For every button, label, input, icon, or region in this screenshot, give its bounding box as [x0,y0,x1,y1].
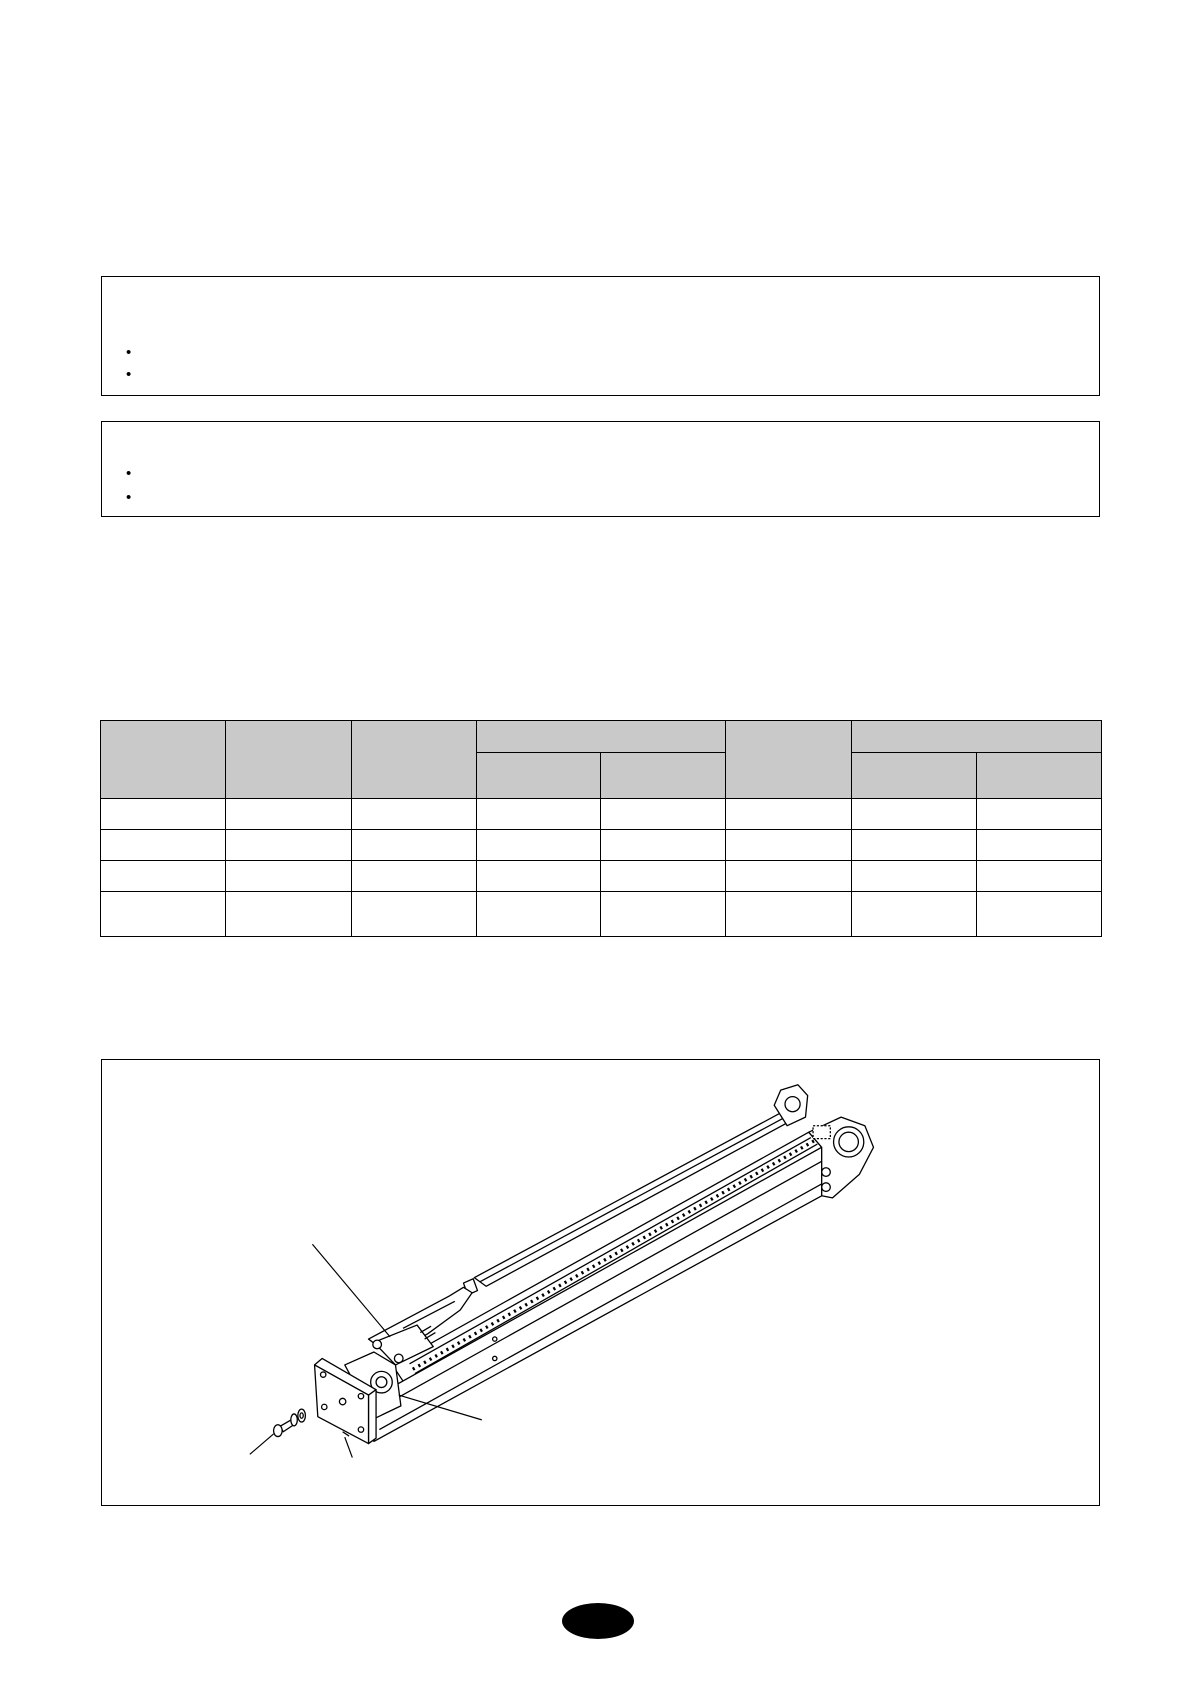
screw-icon [822,1183,831,1192]
table-subheader-cell [852,753,977,799]
table-header-row [101,721,1102,753]
washer-icon [291,1414,297,1426]
table-row [101,799,1102,830]
table-subheader-cell [601,753,726,799]
table-subheader-cell [977,753,1102,799]
table-cell [477,799,601,830]
table-cell [352,830,477,861]
table-cell [726,830,852,861]
table-cell [726,861,852,892]
screw-icon [822,1168,831,1177]
table-cell [101,830,226,861]
hole [320,1372,325,1377]
table-cell [601,830,726,861]
table-cell [977,830,1102,861]
hole [339,1398,345,1404]
table-cell [726,799,852,830]
figure-box [101,1059,1100,1506]
leader-line [345,1437,353,1457]
table-cell [977,892,1102,937]
table-header-group-cell [852,721,1102,753]
bullet-marker: • [126,366,132,383]
table-cell [226,830,352,861]
table-cell [601,861,726,892]
table-cell [101,861,226,892]
table-cell [852,892,977,937]
bullet-marker: • [126,489,132,506]
bolt-head-icon [274,1425,283,1437]
table-cell [601,892,726,937]
table-header-cell [226,721,352,799]
hole [493,1337,497,1341]
table-header-cell [726,721,852,799]
table-subheader-cell [477,753,601,799]
leader-line [312,1244,390,1337]
table-cell [601,799,726,830]
leader-line [250,1434,274,1454]
table-cell [226,861,352,892]
table-cell [101,892,226,937]
table-cell [226,799,352,830]
table-cell [852,830,977,861]
table-cell [352,799,477,830]
spec-table [100,720,1102,937]
table-cell [477,861,601,892]
bolt-icon [373,1340,382,1349]
hole [322,1404,327,1409]
hole [493,1356,497,1360]
table-cell [852,861,977,892]
bolt-icon [394,1354,403,1363]
table-cell [477,830,601,861]
linear-actuator-drawing-icon [102,1060,1099,1505]
hole [358,1427,363,1432]
table-cell [352,861,477,892]
table-row [101,830,1102,861]
bullet-marker: • [126,344,132,361]
caution-box [101,421,1100,517]
notice-box [101,276,1100,396]
table-header-group-cell [477,721,726,753]
page-number-badge [562,1603,634,1639]
table-cell [977,799,1102,830]
bullet-marker: • [126,465,132,482]
hole [358,1393,363,1398]
bolt-assembly [274,1409,306,1436]
table-header-cell [101,721,226,799]
table-cell [101,799,226,830]
table-cell [852,799,977,830]
table-row [101,892,1102,937]
table-header-cell [352,721,477,799]
table-row [101,861,1102,892]
beam-side-face [374,1147,822,1441]
table-cell [477,892,601,937]
table-cell [977,861,1102,892]
table-cell [726,892,852,937]
table-cell [352,892,477,937]
beam-top-face [392,1132,821,1384]
table-cell [226,892,352,937]
